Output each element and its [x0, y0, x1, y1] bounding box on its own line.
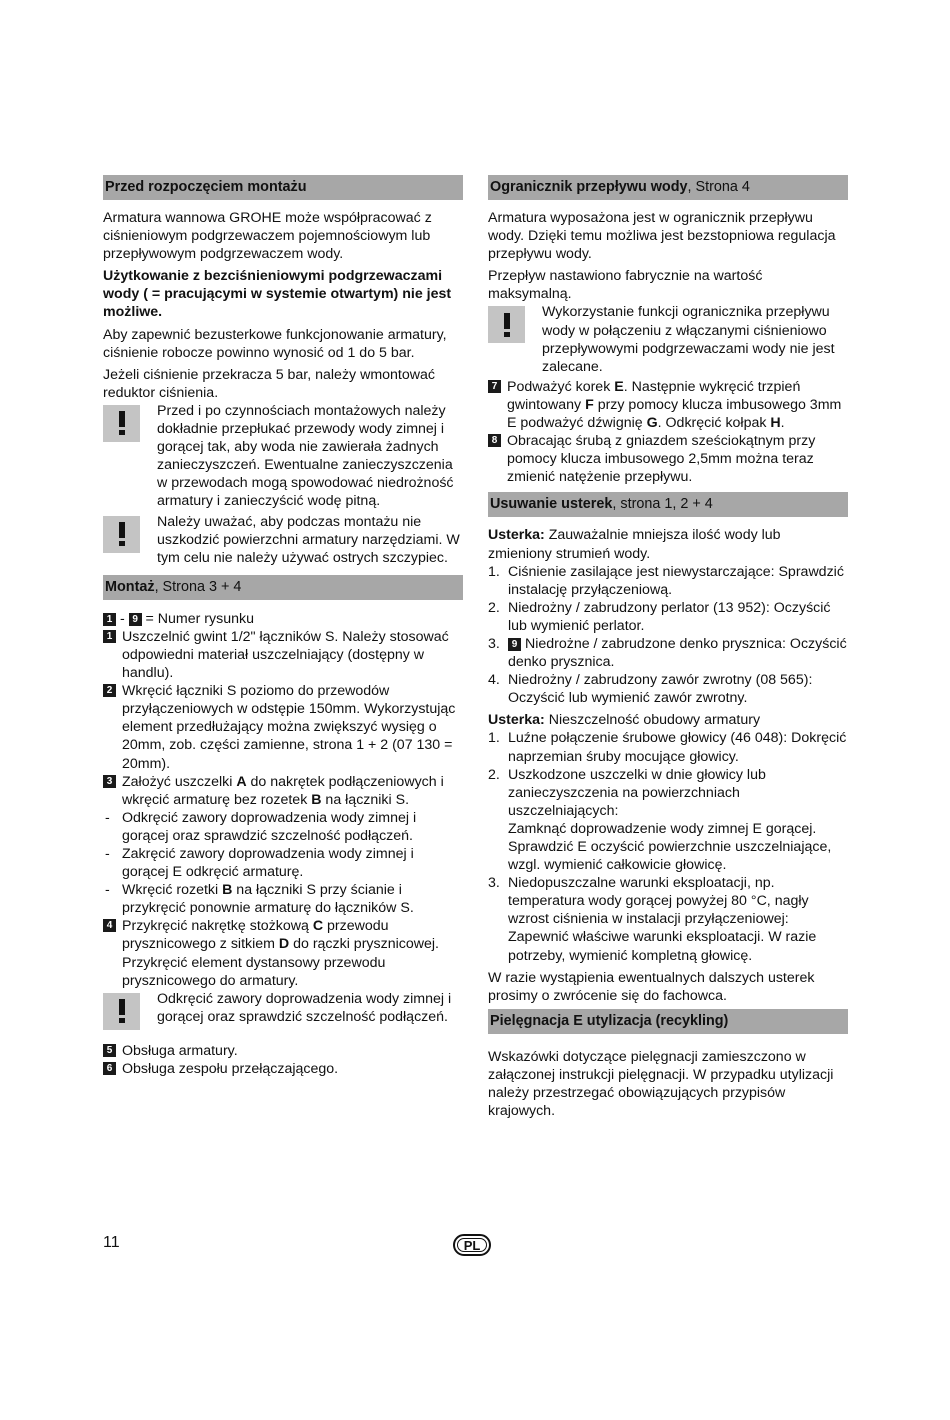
fault-cause-item: 2. Niedrożny / zabrudzony perlator (13 952): Oczyścić lub wymienić perlator.	[488, 599, 831, 634]
install-substep: - Odkręcić zawory doprowadzenia wody zimnej i gorącej oraz sprawdzić szczelność podłączeń.	[105, 809, 417, 844]
paragraph-bold-notice: Użytkowanie z bezciśnieniowymi podgrzewaczami wody ( = pracującymi w systemie otwartym) nie jest możliwe.	[103, 268, 452, 321]
paragraph: W razie wystąpienia ewentualnych dalszych usterek prosimy o zwrócenie się do fachowca.	[488, 969, 815, 1004]
section-heading-care-recycling: Pielęgnacja E utylizacja (recykling)	[488, 1009, 848, 1034]
section-heading-troubleshooting: Usuwanie usterek, strona 1, 2 + 4	[488, 492, 848, 517]
figure-number-badge: 3	[103, 775, 116, 788]
language-badge: PL	[453, 1234, 491, 1256]
section-heading-before-install: Przed rozpoczęciem montażu	[103, 175, 463, 200]
fault-cause-item: 3. Niedopuszczalne warunki eksploatacji, np. temperatura wody gorącej powyżej 80 °C, nagły wzrost ciśnienia w instalacji przyłączeniowej: Zapewnić właściwe warunki eksploatacji. W razie potrzeby, wymienić kompletną głowicę.	[488, 875, 817, 964]
section-heading-flow-limiter: Ogranicznik przepływu wody, Strona 4	[488, 175, 848, 200]
figure-number-badge: 4	[103, 919, 116, 932]
figure-number-badge: 8	[488, 434, 501, 447]
install-substep: - Zakręcić zawory doprowadzenia wody zimnej i gorącej E odkręcić armaturę.	[105, 846, 414, 881]
figure-number-badge: 5	[103, 1044, 116, 1057]
figure-number-badge: 6	[103, 1062, 116, 1075]
install-substep: - Wkręcić rozetki B na łączniki S przy ścianie i przykręcić ponownie armaturę do łączników S.	[105, 882, 414, 917]
fault-cause-item: 1. Luźne połączenie śrubowe głowicy (46 048): Dokręcić naprzemian śruby mocujące głowicy.	[488, 730, 847, 765]
flow-step: 7 Podważyć korek E. Następnie wykręcić trzpień gwintowany F przy pomocy klucza imbusowego 3mm E podważyć dźwignię G. Odkręcić kołpak H.	[488, 378, 848, 432]
fault-cause-item: 1. Ciśnienie zasilające jest niewystarczające: Sprawdzić instalację przyłączeniową.	[488, 563, 844, 598]
figure-number-badge: 7	[488, 380, 501, 393]
figure-number-badge: 9	[508, 638, 521, 651]
install-step: 5 Obsługa armatury.	[103, 1042, 463, 1060]
paragraph: Armatura wannowa GROHE może współpracować z ciśnieniowym podgrzewaczem pojemnościowym lub przepływowym podgrzewaczem wody.	[103, 210, 432, 263]
warning-note: Należy uważać, aby podczas montażu nie uszkodzić powierzchni armatury narzędziami. W tym celu nie należy używać ostrych szczypiec.	[103, 513, 463, 567]
install-step: 3 Założyć uszczelki A do nakrętek podłączeniowych i wkręcić armaturę bez rozetek B na łączniki S.	[103, 773, 463, 809]
fault-cause-item: 4. Niedrożny / zabrudzony zawór zwrotny (08 565): Oczyścić lub wymienić zawór zwrotny.	[488, 672, 813, 707]
paragraph: Armatura wyposażona jest w ogranicznik przepływu wody. Dzięki temu możliwa jest bezstopniowa regulacja przepływu wody.	[488, 210, 836, 263]
warning-exclamation-icon	[103, 993, 140, 1030]
install-step: 1 Uszczelnić gwint 1/2" łączników S. Należy stosować odpowiedni materiał uszczelniający (dostępny w handlu).	[103, 628, 463, 682]
warning-note: Wykorzystanie funkcji ogranicznika przepływu wody w połączeniu z włączanymi ciśnieniowo przepływowymi podgrzewaczami wody nie jest zalecane.	[488, 303, 848, 375]
page-number: 11	[103, 1234, 120, 1251]
fault-description: Usterka: Zauważalnie mniejsza ilość wody lub zmieniony strumień wody.	[488, 527, 781, 562]
figure-range-note: 1 - 9 = Numer rysunku	[103, 610, 463, 628]
paragraph: Jeżeli ciśnienie przekracza 5 bar, należy wmontować reduktor ciśnienia.	[103, 366, 435, 401]
fault-cause-item: 3. 9 Niedrożne / zabrudzone denko prysznica: Oczyścić denko prysznica.	[488, 635, 847, 671]
fault-cause-item: 2. Uszkodzone uszczelki w dnie głowicy lub zanieczyszczenia na powierzchniach uszczelniających: Zamknąć doprowadzenie wody zimnej E gorącej. Sprawdzić E oczyścić powierzchnie uszczelniające, wzgl. wymienić całkowicie głowicę.	[488, 766, 832, 874]
warning-note: Przed i po czynnościach montażowych należy dokładnie przepłukać przewody wody zimnej i gorącej tak, aby woda nie zawierała żadnych zanieczyszczeń. Ewentualne zanieczyszczenia w przewodach mogą spowodować niedrożność armatury i zanieczyścić wodę pitną.	[103, 402, 463, 511]
paragraph: Przepływ nastawiono fabrycznie na wartość maksymalną.	[488, 268, 763, 303]
install-step: 4 Przykręcić nakrętkę stożkową C przewodu prysznicowego z sitkiem D do rączki prysznicowej. Przykręcić element dystansowy przewodu prysznicowego do armatury.	[103, 917, 463, 989]
figure-number-badge: 1	[103, 613, 116, 626]
right-column	[488, 175, 848, 1124]
figure-number-badge: 2	[103, 684, 116, 697]
figure-number-badge: 9	[129, 613, 142, 626]
figure-number-badge: 1	[103, 630, 116, 643]
section-heading-installation: Montaż, Strona 3 + 4	[103, 575, 463, 600]
paragraph: Aby zapewnić bezusterkowe funkcjonowanie armatury, ciśnienie robocze powinno wynosić od 1 do 5 bar.	[103, 326, 447, 361]
install-step: 6 Obsługa zespołu przełączającego.	[103, 1060, 463, 1078]
fault-description: Usterka: Nieszczelność obudowy armatury	[488, 712, 761, 729]
warning-exclamation-icon	[488, 306, 525, 343]
left-column	[103, 175, 463, 1078]
warning-exclamation-icon	[103, 405, 140, 442]
flow-step: 8 Obracając śrubą z gniazdem sześciokątnym przy pomocy klucza imbusowego 2,5mm można teraz zmienić natężenie przepływu.	[488, 432, 848, 486]
warning-note: Odkręcić zawory doprowadzenia wody zimnej i gorącej oraz sprawdzić szczelność podłączeń.	[103, 990, 463, 1034]
install-step: 2 Wkręcić łączniki S poziomo do przewodów przyłączeniowych w odstępie 150mm. Wykorzystując element przedłużający można zwiększyć wysięg o 20mm, zob. części zamienne, strona 1 + 2 (07 130 = 20mm).	[103, 682, 463, 772]
warning-exclamation-icon	[103, 516, 140, 553]
paragraph: Wskazówki dotyczące pielęgnacji zamieszczono w załączonej instrukcji pielęgnacji. W przypadku utylizacji należy przestrzegać obowiązujących przypisów krajowych.	[488, 1048, 834, 1120]
